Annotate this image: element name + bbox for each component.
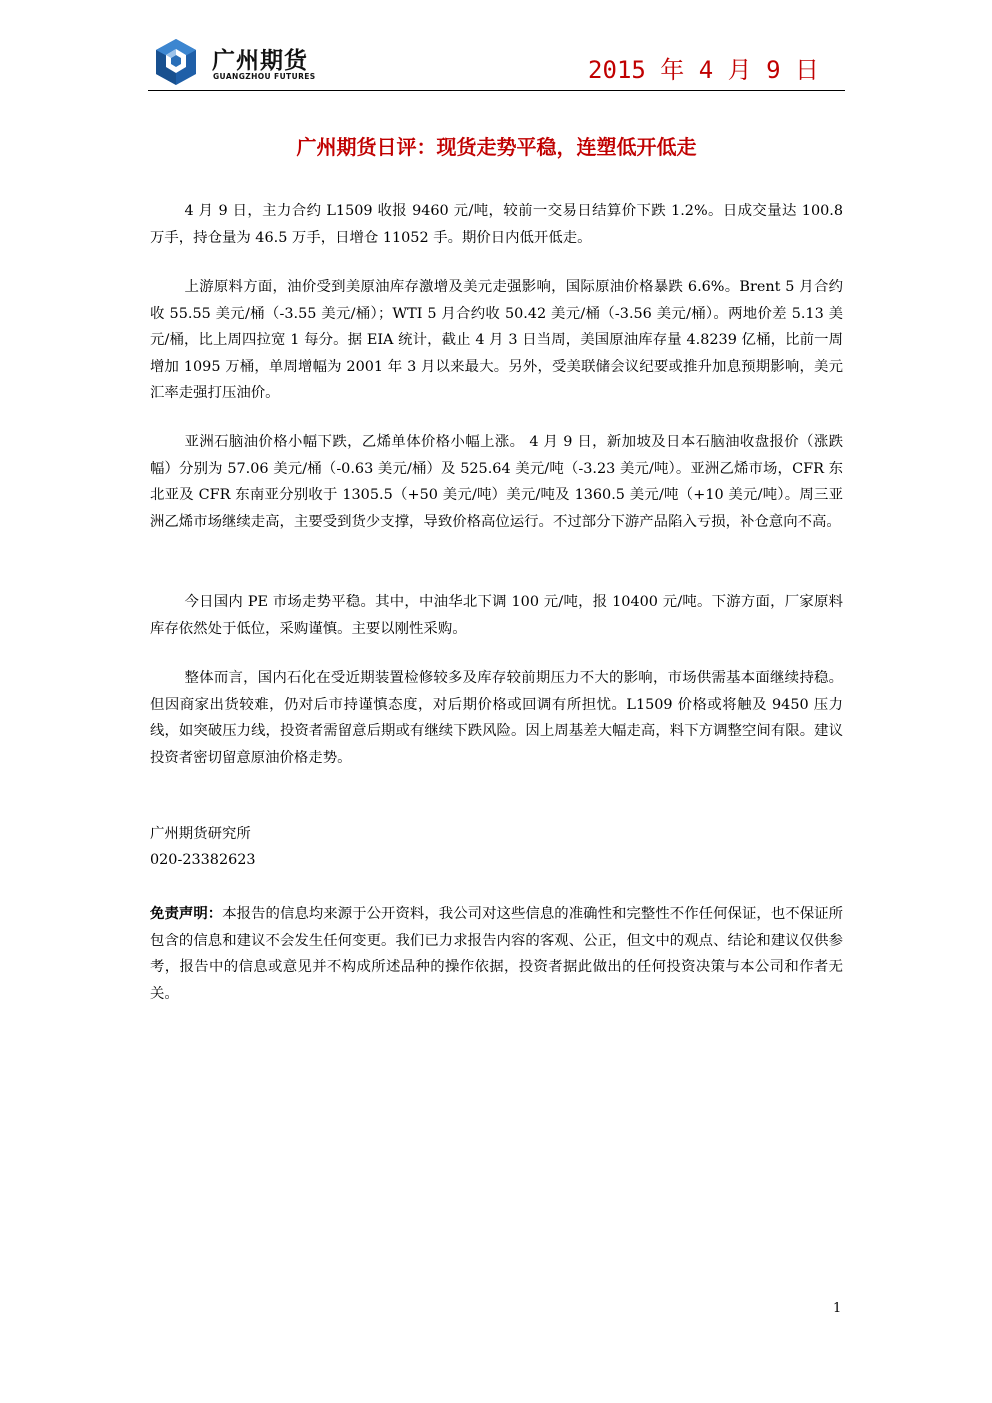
disclaimer-text: 本报告的信息均来源于公开资料，我公司对这些信息的准确性和完整性不作任何保证，也不保证所包含的信息和建议不会发生任何变更。我们已力求报告内容的客观、公正，但文中的观点、结论和建议仅供参考，报告中的信息或意见并不构成所述品种的操作依据，投资者据此做出的任何投资决策与本公司和作者无关。: [150, 906, 843, 1002]
page-header: [148, 34, 845, 91]
company-logo: [152, 38, 352, 86]
disclaimer-label: 免责声明：: [150, 906, 223, 922]
page-number: 1: [833, 1301, 842, 1316]
cube-logo-icon: [152, 38, 200, 86]
paragraph-crude-oil: 上游原料方面，油价受到美原油库存激增及美元走强影响，国际原油价格暴跌 6.6%。Brent 5 月合约收 55.55 美元/桶（-3.55 美元/桶）；WTI 5 月合约收 50.42 美元/桶（-3.56 美元/桶）。两地价差 5.13 美元/桶，比上周四拉宽 1 每分。据 EIA 统计，截止 4 月 3 日当周，美国原油库存量 4.8239 亿桶，比前一周增加 1095 万桶，单周增幅为 2001 年 3 月以来最大。另外，受美联储会议纪要或推升加息预期影响，美元汇率走强打压油价。: [150, 279, 843, 401]
signature-phone: 020-23382623: [150, 852, 256, 868]
paragraph-domestic-pe: 今日国内 PE 市场走势平稳。其中，中油华北下调 100 元/吨，报 10400 元/吨。下游方面，厂家原料库存依然处于低位，采购谨慎。主要以刚性采购。: [150, 594, 843, 637]
signature-org: 广州期货研究所: [150, 826, 251, 842]
report-title: 广州期货日评：现货走势平稳，连塑低开低走: [296, 135, 697, 159]
disclaimer: [150, 901, 843, 1007]
logo-text-cn: 广州期货: [212, 48, 308, 74]
paragraph-naphtha-ethylene: 亚洲石脑油价格小幅下跌，乙烯单体价格小幅上涨。 4 月 9 日，新加坡及日本石脑油收盘报价（涨跌幅）分别为 57.06 美元/桶（-0.63 美元/桶）及 525.64 美元/吨（-3.23 美元/吨）。亚洲乙烯市场，CFR 东北亚及 CFR 东南亚分别收于 1305.5（+50 美元/吨）美元/吨及 1360.5 美元/吨（+10 美元/吨）。周三亚洲乙烯市场继续走高，主要受到货少支撑，导致价格高位运行。不过部分下游产品陷入亏损，补仓意向不高。: [150, 434, 843, 530]
report-date: 2015 年 4 月 9 日: [588, 56, 819, 84]
logo-text-en: GUANGZHOU FUTURES: [213, 72, 316, 81]
paragraph-outlook: 整体而言，国内石化在受近期装置检修较多及库存较前期压力不大的影响，市场供需基本面继续持稳。但因商家出货较难，仍对后市持谨慎态度，对后期价格或回调有所担忧。L1509 价格或将触及 9450 压力线，如突破压力线，投资者需留意后期或有继续下跌风险。因上周基差大幅走高，料下方调整空间有限。建议投资者密切留意原油价格走势。: [150, 670, 843, 766]
paragraph-market-summary: 4 月 9 日，主力合约 L1509 收报 9460 元/吨，较前一交易日结算价下跌 1.2%。日成交量达 100.8 万手，持仓量为 46.5 万手，日增仓 11052 手。期价日内低开低走。: [150, 203, 843, 246]
